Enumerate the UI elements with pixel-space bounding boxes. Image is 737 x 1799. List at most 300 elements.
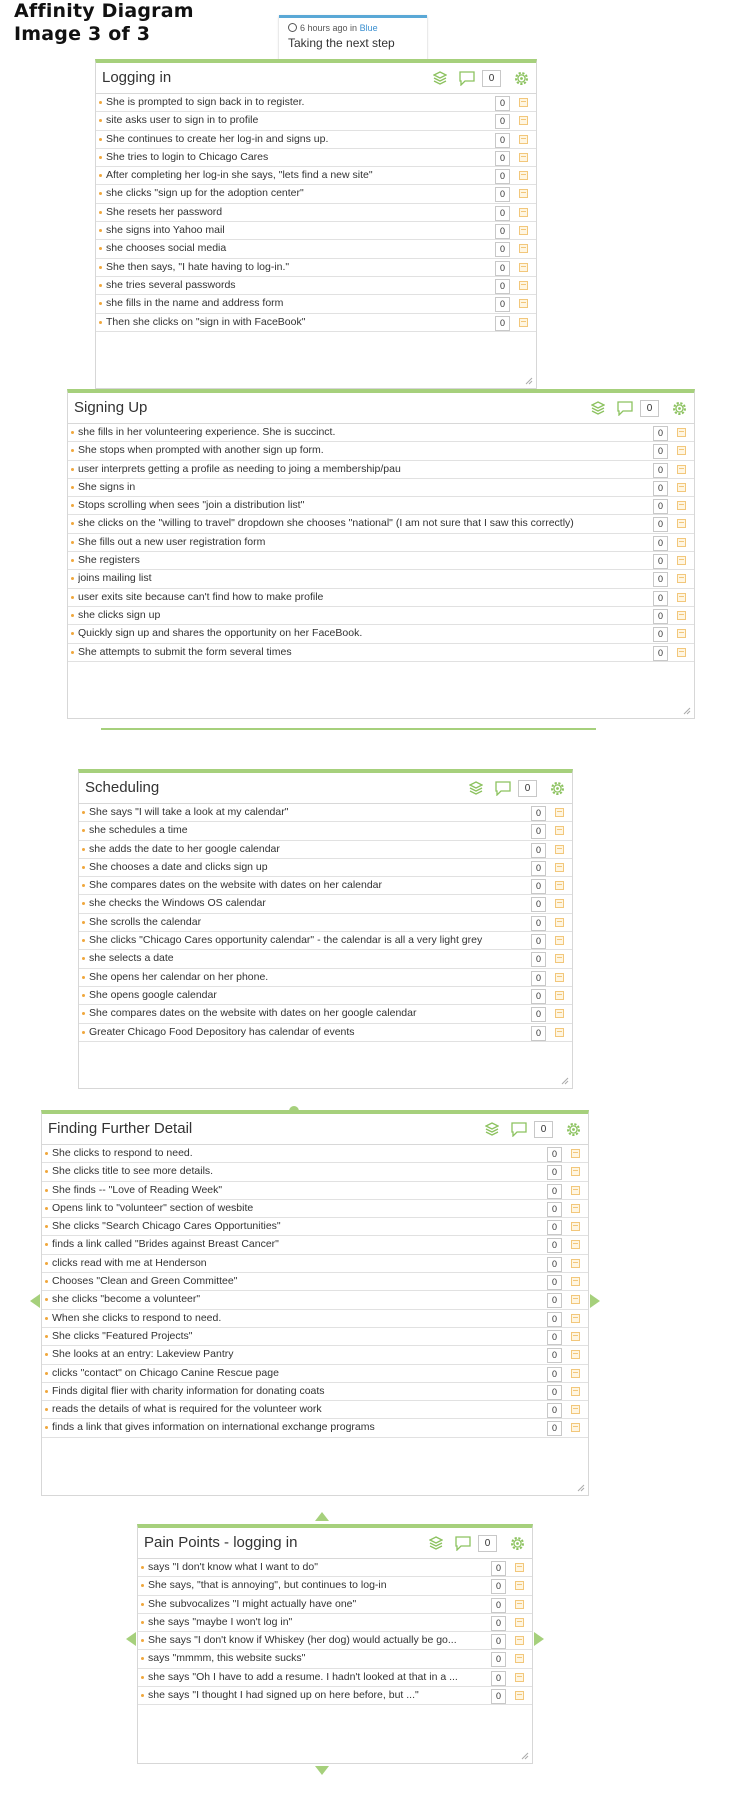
bullet-icon [82, 902, 85, 905]
note-icon[interactable] [519, 116, 528, 125]
note-icon[interactable] [555, 881, 564, 890]
note-icon[interactable] [677, 593, 686, 602]
item-count: 0 [495, 169, 510, 184]
list-item[interactable] [96, 185, 536, 203]
note-icon[interactable] [571, 1314, 580, 1323]
bullet-icon [82, 1031, 85, 1034]
item-text: When she clicks to respond to need. [52, 1311, 222, 1324]
list-item[interactable] [79, 877, 572, 895]
list-item[interactable] [79, 950, 572, 968]
item-text: she clicks "sign up for the adoption center" [106, 187, 304, 200]
note-icon[interactable] [677, 501, 686, 510]
bullet-icon [82, 976, 85, 979]
item-count: 0 [531, 916, 546, 931]
note-icon[interactable] [571, 1332, 580, 1341]
item-count: 0 [491, 1689, 506, 1704]
gear-icon[interactable] [671, 400, 688, 417]
list-item[interactable] [68, 534, 694, 552]
group-header [68, 393, 694, 424]
arrow-down-icon[interactable] [289, 1106, 299, 1112]
list-item[interactable] [138, 1596, 532, 1614]
item-text: clicks "contact" on Chicago Canine Rescue page [52, 1366, 279, 1379]
arrow-left-icon[interactable] [30, 1294, 40, 1308]
bullet-icon [99, 229, 102, 232]
item-count: 0 [495, 96, 510, 111]
item-count: 0 [531, 897, 546, 912]
note-time: 6 hours ago in [300, 23, 358, 33]
note-icon[interactable] [555, 973, 564, 982]
list-item[interactable] [68, 479, 694, 497]
item-text: says "I don't know what I want to do" [148, 1561, 318, 1573]
item-count: 0 [531, 1026, 546, 1041]
note-icon[interactable] [677, 611, 686, 620]
item-count: 0 [547, 1165, 562, 1180]
item-text: She is prompted to sign back in to register. [106, 96, 305, 108]
item-text: She says "I don't know if Whiskey (her dog) would actually be go... [148, 1634, 457, 1647]
stack-icon[interactable] [485, 1122, 499, 1136]
list-item[interactable] [42, 1273, 588, 1291]
list-item[interactable] [68, 515, 694, 533]
note-icon[interactable] [677, 556, 686, 565]
bullet-icon [45, 1372, 48, 1375]
note-icon[interactable] [519, 263, 528, 272]
list-item[interactable] [138, 1669, 532, 1687]
group-header [42, 1114, 588, 1145]
note-icon[interactable] [555, 826, 564, 835]
resize-handle-icon[interactable] [521, 1752, 529, 1760]
note-icon[interactable] [677, 428, 686, 437]
note-icon[interactable] [571, 1222, 580, 1231]
list-item[interactable] [42, 1163, 588, 1181]
arrow-right-icon[interactable] [590, 1294, 600, 1308]
note-icon[interactable] [519, 244, 528, 253]
list-item[interactable] [79, 932, 572, 950]
note-meta [279, 18, 427, 33]
note-icon[interactable] [571, 1186, 580, 1195]
list-item[interactable] [138, 1650, 532, 1668]
list-item[interactable] [79, 895, 572, 913]
bullet-icon [99, 101, 102, 104]
list-item[interactable] [42, 1182, 588, 1200]
list-item[interactable] [138, 1632, 532, 1650]
resize-handle-icon[interactable] [577, 1484, 585, 1492]
item-count: 0 [491, 1598, 506, 1613]
bullet-icon [99, 211, 102, 214]
note-icon[interactable] [677, 538, 686, 547]
item-text: After completing her log-in she says, "lets find a new site" [106, 169, 373, 182]
item-count: 0 [653, 591, 668, 606]
note-icon[interactable] [519, 226, 528, 235]
page-title [14, 0, 194, 46]
item-text: finds a link that gives information on international exchange programs [52, 1421, 375, 1434]
item-count: 0 [653, 426, 668, 441]
bullet-icon [99, 138, 102, 141]
bullet-icon [82, 921, 85, 924]
gear-icon[interactable] [509, 1535, 526, 1552]
list-item[interactable] [138, 1687, 532, 1705]
gear-icon[interactable] [565, 1121, 582, 1138]
item-count: 0 [547, 1421, 562, 1436]
list-item[interactable] [42, 1419, 588, 1437]
bullet-icon [141, 1657, 144, 1660]
note-icon[interactable] [677, 629, 686, 638]
item-text: She clicks to respond to need. [52, 1147, 193, 1159]
item-count: 0 [491, 1652, 506, 1667]
list-item[interactable] [42, 1236, 588, 1254]
list-item[interactable] [96, 295, 536, 313]
bullet-icon [141, 1566, 144, 1569]
gear-icon[interactable] [549, 780, 566, 797]
chat-icon[interactable] [617, 401, 633, 416]
note-icon[interactable] [571, 1387, 580, 1396]
arrow-down-icon[interactable] [315, 1766, 329, 1775]
item-text: she selects a date [89, 952, 174, 965]
stack-icon[interactable] [433, 71, 447, 85]
group-toolbar [429, 1532, 526, 1554]
note-icon[interactable] [555, 1028, 564, 1037]
list-item[interactable] [79, 987, 572, 1005]
note-icon[interactable] [677, 519, 686, 528]
bullet-icon [45, 1280, 48, 1283]
item-text: She clicks "Chicago Cares opportunity calendar" - the calendar is all a very light grey [89, 934, 483, 947]
note-icon[interactable] [515, 1673, 524, 1682]
bullet-icon [82, 811, 85, 814]
group-count: 0 [478, 1535, 497, 1552]
note-icon[interactable] [571, 1405, 580, 1414]
item-count: 0 [495, 279, 510, 294]
list-item[interactable] [79, 841, 572, 859]
item-count: 0 [491, 1561, 506, 1576]
item-text: she signs into Yahoo mail [106, 224, 225, 237]
item-text: She clicks title to see more details. [52, 1165, 214, 1178]
list-item[interactable] [68, 644, 694, 662]
item-count: 0 [653, 517, 668, 532]
item-count: 0 [547, 1330, 562, 1345]
note-icon[interactable] [519, 153, 528, 162]
note-icon[interactable] [571, 1167, 580, 1176]
note-icon[interactable] [677, 483, 686, 492]
group-title[interactable]: Scheduling [85, 779, 160, 796]
note-icon[interactable] [571, 1277, 580, 1286]
note-icon[interactable] [515, 1581, 524, 1590]
list-item[interactable] [96, 94, 536, 112]
item-text: she clicks "become a volunteer" [52, 1293, 201, 1306]
item-count: 0 [547, 1220, 562, 1235]
list-item[interactable] [42, 1328, 588, 1346]
list-item[interactable] [42, 1365, 588, 1383]
group-finding-further-detail[interactable] [41, 1110, 589, 1496]
list-item[interactable] [42, 1145, 588, 1163]
note-icon[interactable] [555, 954, 564, 963]
item-count: 0 [653, 536, 668, 551]
item-count: 0 [547, 1403, 562, 1418]
item-text: finds a link called "Brides against Breast Cancer" [52, 1238, 279, 1251]
list-item[interactable] [96, 149, 536, 167]
note-icon[interactable] [519, 281, 528, 290]
item-count: 0 [491, 1634, 506, 1649]
item-count: 0 [495, 206, 510, 221]
group-toolbar [591, 397, 688, 419]
note-icon[interactable] [571, 1149, 580, 1158]
group-title[interactable]: Signing Up [74, 399, 148, 416]
item-text: says "mmmm, this website sucks" [148, 1652, 306, 1665]
list-item[interactable] [68, 461, 694, 479]
stack-icon[interactable] [429, 1536, 443, 1550]
list-item[interactable] [79, 969, 572, 987]
list-item[interactable] [68, 497, 694, 515]
group-toolbar [469, 777, 566, 799]
bullet-icon [71, 632, 74, 635]
item-count: 0 [547, 1202, 562, 1217]
list-item[interactable] [79, 1024, 572, 1042]
item-text: Stops scrolling when sees "join a distribution list" [78, 499, 305, 512]
item-count: 0 [653, 572, 668, 587]
item-count: 0 [495, 133, 510, 148]
bullet-icon [45, 1353, 48, 1356]
bullet-icon [71, 614, 74, 617]
bullet-icon [45, 1170, 48, 1173]
item-count: 0 [653, 481, 668, 496]
note-icon[interactable] [677, 648, 686, 657]
chat-icon[interactable] [511, 1122, 527, 1137]
item-count: 0 [653, 499, 668, 514]
list-item[interactable] [42, 1291, 588, 1309]
list-item[interactable] [68, 552, 694, 570]
group-scheduling[interactable] [78, 769, 573, 1089]
note-icon[interactable] [571, 1369, 580, 1378]
list-item[interactable] [96, 204, 536, 222]
item-text: Quickly sign up and shares the opportunity on her FaceBook. [78, 627, 363, 640]
note-icon[interactable] [519, 171, 528, 180]
group-pain-points-logging-in[interactable] [137, 1524, 533, 1764]
stack-icon[interactable] [591, 401, 605, 415]
list-item[interactable] [79, 804, 572, 822]
bullet-icon [99, 156, 102, 159]
group-title[interactable]: Finding Further Detail [48, 1120, 193, 1137]
item-text: joins mailing list [78, 572, 152, 585]
item-count: 0 [491, 1616, 506, 1631]
group-logging-in[interactable] [95, 59, 537, 389]
note-icon[interactable] [555, 845, 564, 854]
bullet-icon [82, 829, 85, 832]
list-item[interactable] [42, 1401, 588, 1419]
note-icon[interactable] [519, 318, 528, 327]
item-text: She clicks "Search Chicago Cares Opportunities" [52, 1220, 281, 1233]
sticky-note[interactable] [279, 15, 427, 62]
group-count: 0 [482, 70, 501, 87]
list-item[interactable] [68, 625, 694, 643]
resize-handle-icon[interactable] [525, 377, 533, 385]
bullet-icon [45, 1426, 48, 1429]
bullet-icon [71, 449, 74, 452]
list-item[interactable] [68, 607, 694, 625]
list-item[interactable] [79, 914, 572, 932]
list-item[interactable] [96, 112, 536, 130]
bullet-icon [71, 651, 74, 654]
note-icon[interactable] [519, 208, 528, 217]
note-icon[interactable] [515, 1636, 524, 1645]
item-count: 0 [531, 861, 546, 876]
bullet-icon [71, 596, 74, 599]
item-text: Finds digital flier with charity information for donating coats [52, 1384, 325, 1397]
item-text: user interprets getting a profile as needing to joing a membership/pau [78, 462, 401, 475]
list-item[interactable] [96, 131, 536, 149]
arrow-left-icon[interactable] [126, 1632, 136, 1646]
bullet-icon [45, 1243, 48, 1246]
note-icon[interactable] [677, 574, 686, 583]
list-item[interactable] [42, 1218, 588, 1236]
list-item[interactable] [96, 222, 536, 240]
item-text: She compares dates on the website with dates on her calendar [89, 879, 383, 892]
note-icon[interactable] [677, 465, 686, 474]
note-icon[interactable] [677, 446, 686, 455]
note-icon[interactable] [571, 1259, 580, 1268]
list-item[interactable] [96, 314, 536, 332]
list-item[interactable] [79, 1005, 572, 1023]
chat-icon[interactable] [459, 71, 475, 86]
item-text: She signs in [78, 480, 136, 493]
item-text: she chooses social media [106, 242, 227, 255]
gear-icon[interactable] [513, 70, 530, 87]
note-icon[interactable] [571, 1240, 580, 1249]
item-text: she fills in the name and address form [106, 297, 284, 310]
list-item[interactable] [42, 1346, 588, 1364]
page-title-line2: Image 3 of 3 [14, 23, 151, 45]
bullet-icon [141, 1621, 144, 1624]
bullet-icon [82, 939, 85, 942]
item-count: 0 [495, 242, 510, 257]
bullet-icon [99, 321, 102, 324]
bullet-icon [99, 192, 102, 195]
note-icon[interactable] [555, 936, 564, 945]
bullet-icon [71, 431, 74, 434]
list-item[interactable] [42, 1383, 588, 1401]
item-count: 0 [547, 1293, 562, 1308]
note-icon[interactable] [555, 808, 564, 817]
item-text: she says "I thought I had signed up on here before, but ..." [148, 1689, 419, 1702]
item-text: She stops when prompted with another sign up form. [78, 444, 324, 457]
item-count: 0 [547, 1385, 562, 1400]
bullet-icon [45, 1390, 48, 1393]
item-count: 0 [531, 879, 546, 894]
list-item[interactable] [138, 1614, 532, 1632]
item-text: She says "I will take a look at my calendar" [89, 806, 289, 818]
note-icon[interactable] [571, 1350, 580, 1359]
list-item[interactable] [138, 1559, 532, 1577]
note-icon[interactable] [571, 1295, 580, 1304]
item-count: 0 [653, 463, 668, 478]
item-count: 0 [495, 187, 510, 202]
note-icon[interactable] [515, 1691, 524, 1700]
bullet-icon [82, 884, 85, 887]
note-icon[interactable] [571, 1423, 580, 1432]
arrow-up-icon[interactable] [315, 1512, 329, 1521]
group-title[interactable]: Logging in [102, 69, 172, 86]
list-item[interactable] [138, 1577, 532, 1595]
note-icon[interactable] [515, 1563, 524, 1572]
resize-handle-icon[interactable] [683, 707, 691, 715]
list-item[interactable] [96, 240, 536, 258]
note-icon[interactable] [571, 1204, 580, 1213]
item-text: site asks user to sign in to profile [106, 114, 259, 127]
note-icon[interactable] [555, 899, 564, 908]
note-icon[interactable] [519, 299, 528, 308]
bullet-icon [141, 1676, 144, 1679]
bullet-icon [45, 1152, 48, 1155]
item-count: 0 [653, 554, 668, 569]
item-count: 0 [495, 114, 510, 129]
list-item[interactable] [42, 1255, 588, 1273]
note-icon[interactable] [515, 1618, 524, 1627]
bullet-icon [71, 541, 74, 544]
note-icon[interactable] [519, 189, 528, 198]
item-count: 0 [547, 1184, 562, 1199]
note-icon[interactable] [519, 98, 528, 107]
bullet-icon [99, 284, 102, 287]
group-count: 0 [518, 780, 537, 797]
item-text: she schedules a time [89, 824, 188, 837]
chat-icon[interactable] [455, 1536, 471, 1551]
item-text: She subvocalizes "I might actually have one" [148, 1597, 357, 1610]
list-item[interactable] [96, 167, 536, 185]
list-item[interactable] [68, 442, 694, 460]
item-text: she fills in her volunteering experience. She is succinct. [78, 426, 336, 438]
list-item[interactable] [68, 589, 694, 607]
list-item[interactable] [68, 424, 694, 442]
note-icon[interactable] [555, 991, 564, 1000]
group-signing-up[interactable] [67, 389, 695, 719]
list-item[interactable] [79, 859, 572, 877]
item-text: she clicks sign up [78, 608, 161, 621]
note-icon[interactable] [555, 918, 564, 927]
item-count: 0 [531, 1007, 546, 1022]
clock-icon [288, 23, 297, 32]
bullet-icon [99, 247, 102, 250]
note-icon[interactable] [519, 135, 528, 144]
note-icon[interactable] [515, 1600, 524, 1609]
list-item[interactable] [42, 1310, 588, 1328]
list-item[interactable] [96, 259, 536, 277]
bullet-icon [71, 559, 74, 562]
item-count: 0 [653, 609, 668, 624]
group-count: 0 [534, 1121, 553, 1138]
note-icon[interactable] [515, 1654, 524, 1663]
note-icon[interactable] [555, 863, 564, 872]
item-text: she tries several passwords [106, 278, 236, 291]
list-item[interactable] [68, 570, 694, 588]
note-author-link[interactable]: Blue [359, 23, 378, 33]
stack-icon[interactable] [469, 781, 483, 795]
resize-handle-icon[interactable] [561, 1077, 569, 1085]
item-count: 0 [531, 824, 546, 839]
note-text: Taking the next step [288, 36, 395, 50]
item-text: She compares dates on the website with dates on her google calendar [89, 1007, 417, 1020]
item-text: She opens google calendar [89, 988, 217, 1001]
note-icon[interactable] [555, 1009, 564, 1018]
bullet-icon [45, 1317, 48, 1320]
group-title[interactable]: Pain Points - logging in [144, 1534, 298, 1551]
list-item[interactable] [96, 277, 536, 295]
item-text: She finds -- "Love of Reading Week" [52, 1183, 223, 1196]
item-text: she checks the Windows OS calendar [89, 897, 266, 910]
arrow-right-icon[interactable] [534, 1632, 544, 1646]
item-count: 0 [495, 297, 510, 312]
item-text: clicks read with me at Henderson [52, 1256, 207, 1269]
list-item[interactable] [79, 822, 572, 840]
chat-icon[interactable] [495, 781, 511, 796]
list-item[interactable] [42, 1200, 588, 1218]
group-header [138, 1528, 532, 1559]
